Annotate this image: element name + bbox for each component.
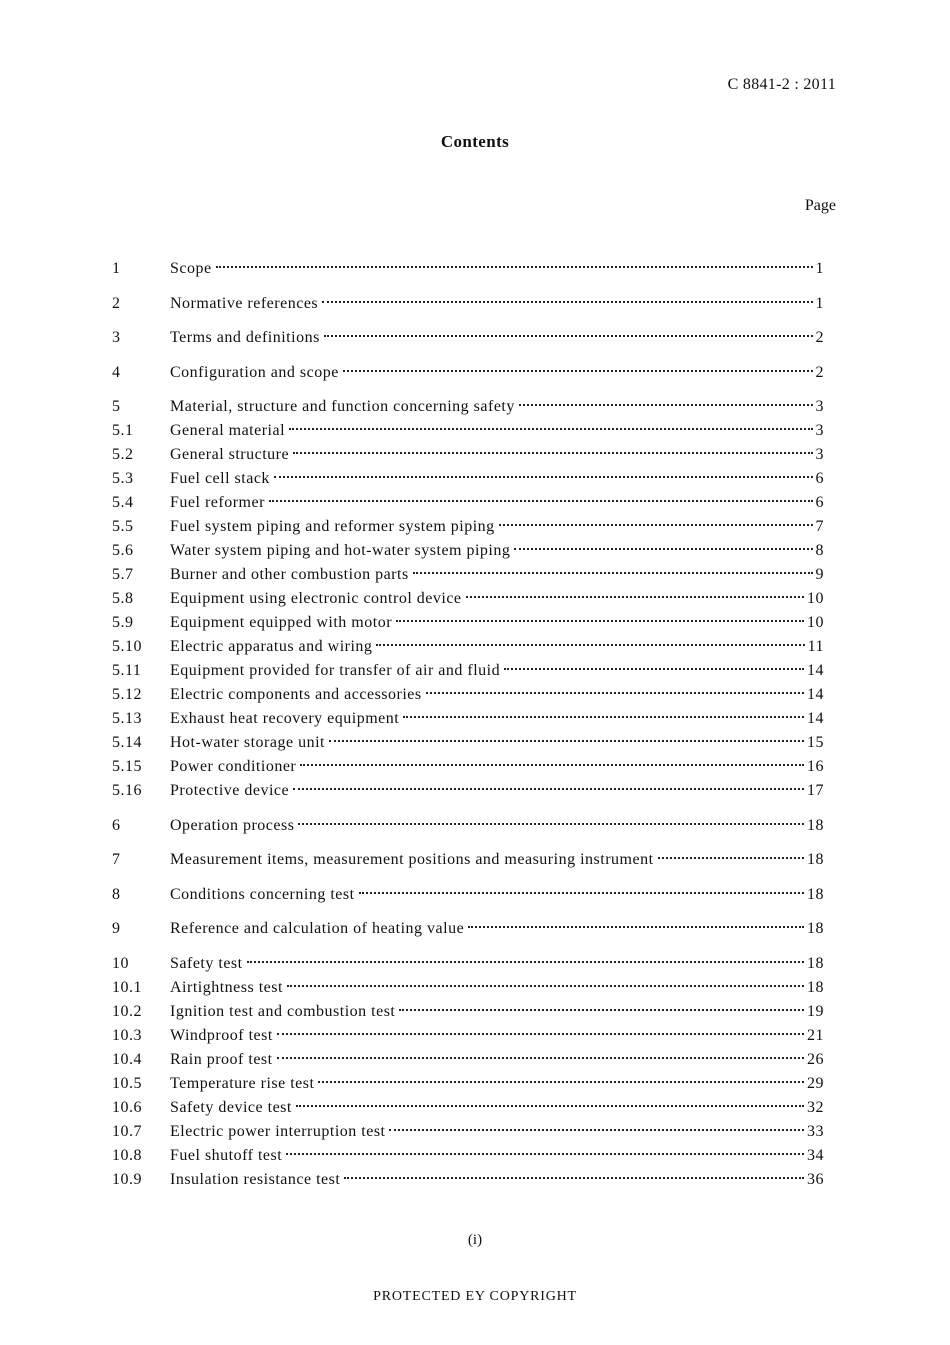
toc-entry-10-9[interactable] [112,1168,824,1192]
toc-entry-title: Equipment provided for transfer of air and fluid [170,662,501,679]
toc-entry-5-1[interactable] [112,419,824,443]
toc-entry-5-16[interactable] [112,779,824,803]
toc-entry-page: 32 [807,1098,824,1116]
toc-entry-number: 5.13 [112,710,142,727]
toc-entry-number: 5.3 [112,470,134,487]
toc-entry-title: Safety device test [170,1098,292,1116]
toc-entry-number: 5.7 [112,566,134,583]
toc-entry-title: Insulation resistance test [170,1170,341,1188]
toc-entry-number: 3 [112,329,121,346]
dot-leader [376,644,804,646]
toc-entry-5-10[interactable] [112,635,824,659]
toc-entry-page: 29 [807,1074,824,1092]
toc-entry-number: 4 [112,363,121,381]
toc-entry-10-8[interactable] [112,1144,824,1168]
toc-entry-5-11[interactable] [112,659,824,683]
toc-entry-number: 5.6 [112,542,134,559]
toc-entry-page: 36 [807,1170,824,1188]
dot-leader [293,788,804,790]
dot-leader [298,823,804,825]
toc-entry-number: 5.2 [112,446,134,463]
toc-entry-4[interactable] [112,361,824,385]
toc-entry-page: 2 [815,329,824,346]
toc-entry-page: 7 [815,518,824,535]
toc-entry-number: 10.7 [112,1122,142,1140]
toc-entry-5-9[interactable] [112,611,824,635]
dot-leader [329,740,804,742]
toc-entry-number: 5.8 [112,590,134,607]
dot-leader [318,1081,804,1083]
toc-entry-5-6[interactable] [112,539,824,563]
toc-entry-title: Configuration and scope [170,363,339,381]
toc-entry-page: 15 [807,734,824,751]
toc-entry-number: 6 [112,816,121,834]
toc-entry-page: 33 [807,1122,824,1140]
dot-leader [277,1033,804,1035]
toc-entry-10-7[interactable] [112,1120,824,1144]
toc-entry-8[interactable] [112,883,824,907]
toc-entry-title: Electric apparatus and wiring [170,638,373,655]
toc-entry-page: 10 [807,614,824,631]
toc-entry-title: Normative references [170,294,319,312]
toc-entry-6[interactable] [112,814,824,838]
toc-entry-number: 5.9 [112,614,134,631]
toc-entry-page: 3 [815,422,824,439]
toc-entry-page: 11 [807,638,824,655]
toc-entry-title: Fuel cell stack [170,470,270,487]
toc-entry-page: 10 [807,590,824,607]
toc-entry-title: Operation process [170,816,295,834]
dot-leader [322,301,812,303]
toc-entry-5-3[interactable] [112,467,824,491]
toc-entry-5-15[interactable] [112,755,824,779]
toc-entry-page: 1 [815,260,824,277]
dot-leader [468,926,804,928]
toc-entry-page: 18 [807,978,824,996]
dot-leader [389,1129,804,1131]
toc-entry-title: Safety test [170,954,243,972]
toc-entry-number: 10.5 [112,1074,142,1092]
toc-entry-title: Power conditioner [170,758,297,775]
dot-leader [343,370,813,372]
dot-leader [293,452,812,454]
toc-entry-number: 5.12 [112,686,142,703]
toc-entry-number: 5.5 [112,518,134,535]
table-of-contents [112,257,824,1192]
toc-entry-page: 1 [815,294,824,312]
toc-entry-number: 10.1 [112,978,142,996]
toc-entry-title: Water system piping and hot-water system piping [170,542,511,559]
toc-entry-5[interactable] [112,395,824,419]
toc-entry-title: Burner and other combustion parts [170,566,409,583]
toc-entry-page: 6 [815,470,824,487]
toc-entry-title: Hot-water storage unit [170,734,325,751]
toc-entry-page: 21 [807,1026,824,1044]
toc-entry-number: 10.2 [112,1002,142,1020]
toc-entry-title: Rain proof test [170,1050,273,1068]
dot-leader [274,476,813,478]
toc-entry-title: Electric power interruption test [170,1122,386,1140]
toc-entry-5-8[interactable] [112,587,824,611]
toc-entry-title: Material, structure and function concerning safety [170,398,515,415]
toc-entry-page: 26 [807,1050,824,1068]
toc-entry-3[interactable] [112,326,824,350]
dot-leader [296,1105,804,1107]
dot-leader [216,266,813,268]
toc-entry-5-4[interactable] [112,491,824,515]
toc-entry-10-1[interactable] [112,976,824,1000]
toc-entry-title: Electric components and accessories [170,686,422,703]
dot-leader [514,548,812,550]
toc-entry-number: 10 [112,954,129,972]
toc-entry-10-4[interactable] [112,1048,824,1072]
toc-entry-page: 3 [815,446,824,463]
toc-entry-title: General material [170,422,286,439]
toc-entry-title: Protective device [170,782,290,799]
toc-entry-title: Fuel reformer [170,494,265,511]
toc-entry-10[interactable] [112,952,824,976]
toc-entry-number: 10.9 [112,1170,142,1188]
document-id: C 8841-2 : 2011 [727,76,836,93]
toc-entry-title: Conditions concerning test [170,885,355,903]
dot-leader [287,985,804,987]
toc-entry-page: 14 [807,710,824,727]
dot-leader [426,692,804,694]
toc-entry-page: 18 [807,851,824,868]
toc-entry-title: Scope [170,260,212,277]
dot-leader [289,428,812,430]
toc-entry-7[interactable] [112,848,824,872]
toc-entry-title: Reference and calculation of heating value [170,920,465,937]
dot-leader [359,892,804,894]
toc-entry-number: 5.10 [112,638,142,655]
toc-entry-5-7[interactable] [112,563,824,587]
dot-leader [466,596,804,598]
toc-entry-title: Ignition test and combustion test [170,1002,396,1020]
toc-entry-page: 19 [807,1002,824,1020]
dot-leader [499,524,813,526]
toc-entry-page: 9 [815,566,824,583]
toc-entry-page: 3 [815,398,824,415]
dot-leader [396,620,804,622]
toc-entry-title: Fuel shutoff test [170,1146,283,1164]
toc-entry-title: Equipment equipped with motor [170,614,393,631]
dot-leader [277,1057,804,1059]
page-title: Contents [440,132,510,151]
toc-entry-page: 14 [807,686,824,703]
toc-entry-number: 5.16 [112,782,142,799]
toc-entry-number: 10.3 [112,1026,142,1044]
toc-entry-2[interactable] [112,292,824,316]
copyright-notice: PROTECTED EY COPYRIGHT [373,1289,577,1304]
dot-leader [399,1009,804,1011]
page-column-label: Page [804,197,836,214]
toc-entry-page: 2 [815,363,824,381]
dot-leader [413,572,813,574]
dot-leader [658,857,804,859]
toc-entry-title: General structure [170,446,290,463]
toc-entry-10-2[interactable] [112,1000,824,1024]
toc-entry-title: Exhaust heat recovery equipment [170,710,400,727]
toc-entry-10-5[interactable] [112,1072,824,1096]
toc-entry-number: 5.14 [112,734,142,751]
toc-entry-number: 1 [112,260,121,277]
toc-entry-title: Windproof test [170,1026,273,1044]
toc-entry-title: Temperature rise test [170,1074,315,1092]
dot-leader [344,1177,804,1179]
toc-entry-number: 10.8 [112,1146,142,1164]
toc-entry-title: Equipment using electronic control device [170,590,462,607]
toc-entry-number: 8 [112,885,121,903]
toc-entry-page: 18 [807,816,824,834]
toc-entry-title: Fuel system piping and reformer system piping [170,518,495,535]
dot-leader [247,961,804,963]
toc-entry-page: 8 [815,542,824,559]
toc-entry-number: 5.1 [112,422,134,439]
toc-entry-page: 18 [807,954,824,972]
toc-entry-page: 18 [807,920,824,937]
toc-entry-5-12[interactable] [112,683,824,707]
toc-entry-number: 5.4 [112,494,134,511]
dot-leader [519,404,813,406]
toc-entry-number: 5 [112,398,121,415]
toc-entry-5-2[interactable] [112,443,824,467]
toc-entry-10-6[interactable] [112,1096,824,1120]
toc-entry-5-13[interactable] [112,707,824,731]
toc-entry-1[interactable] [112,257,824,281]
toc-entry-page: 16 [807,758,824,775]
toc-entry-number: 9 [112,920,121,937]
toc-entry-title: Airtightness test [170,978,283,996]
dot-leader [324,335,813,337]
toc-entry-page: 34 [807,1146,824,1164]
toc-entry-number: 5.15 [112,758,142,775]
dot-leader [269,500,813,502]
toc-entry-page: 18 [807,885,824,903]
dot-leader [403,716,804,718]
toc-entry-number: 7 [112,851,121,868]
toc-entry-title: Terms and definitions [170,329,320,346]
dot-leader [286,1153,804,1155]
toc-entry-title: Measurement items, measurement positions and measuring instrument [170,851,654,868]
toc-entry-number: 5.11 [112,662,142,679]
dot-leader [504,668,804,670]
toc-entry-number: 10.6 [112,1098,142,1116]
page-number: (i) [467,1232,483,1248]
toc-entry-5-5[interactable] [112,515,824,539]
toc-entry-10-3[interactable] [112,1024,824,1048]
toc-entry-page: 6 [815,494,824,511]
dot-leader [300,764,804,766]
toc-entry-9[interactable] [112,917,824,941]
toc-entry-5-14[interactable] [112,731,824,755]
toc-entry-page: 14 [807,662,824,679]
toc-entry-number: 2 [112,294,121,312]
toc-entry-page: 17 [807,782,824,799]
toc-entry-number: 10.4 [112,1050,142,1068]
